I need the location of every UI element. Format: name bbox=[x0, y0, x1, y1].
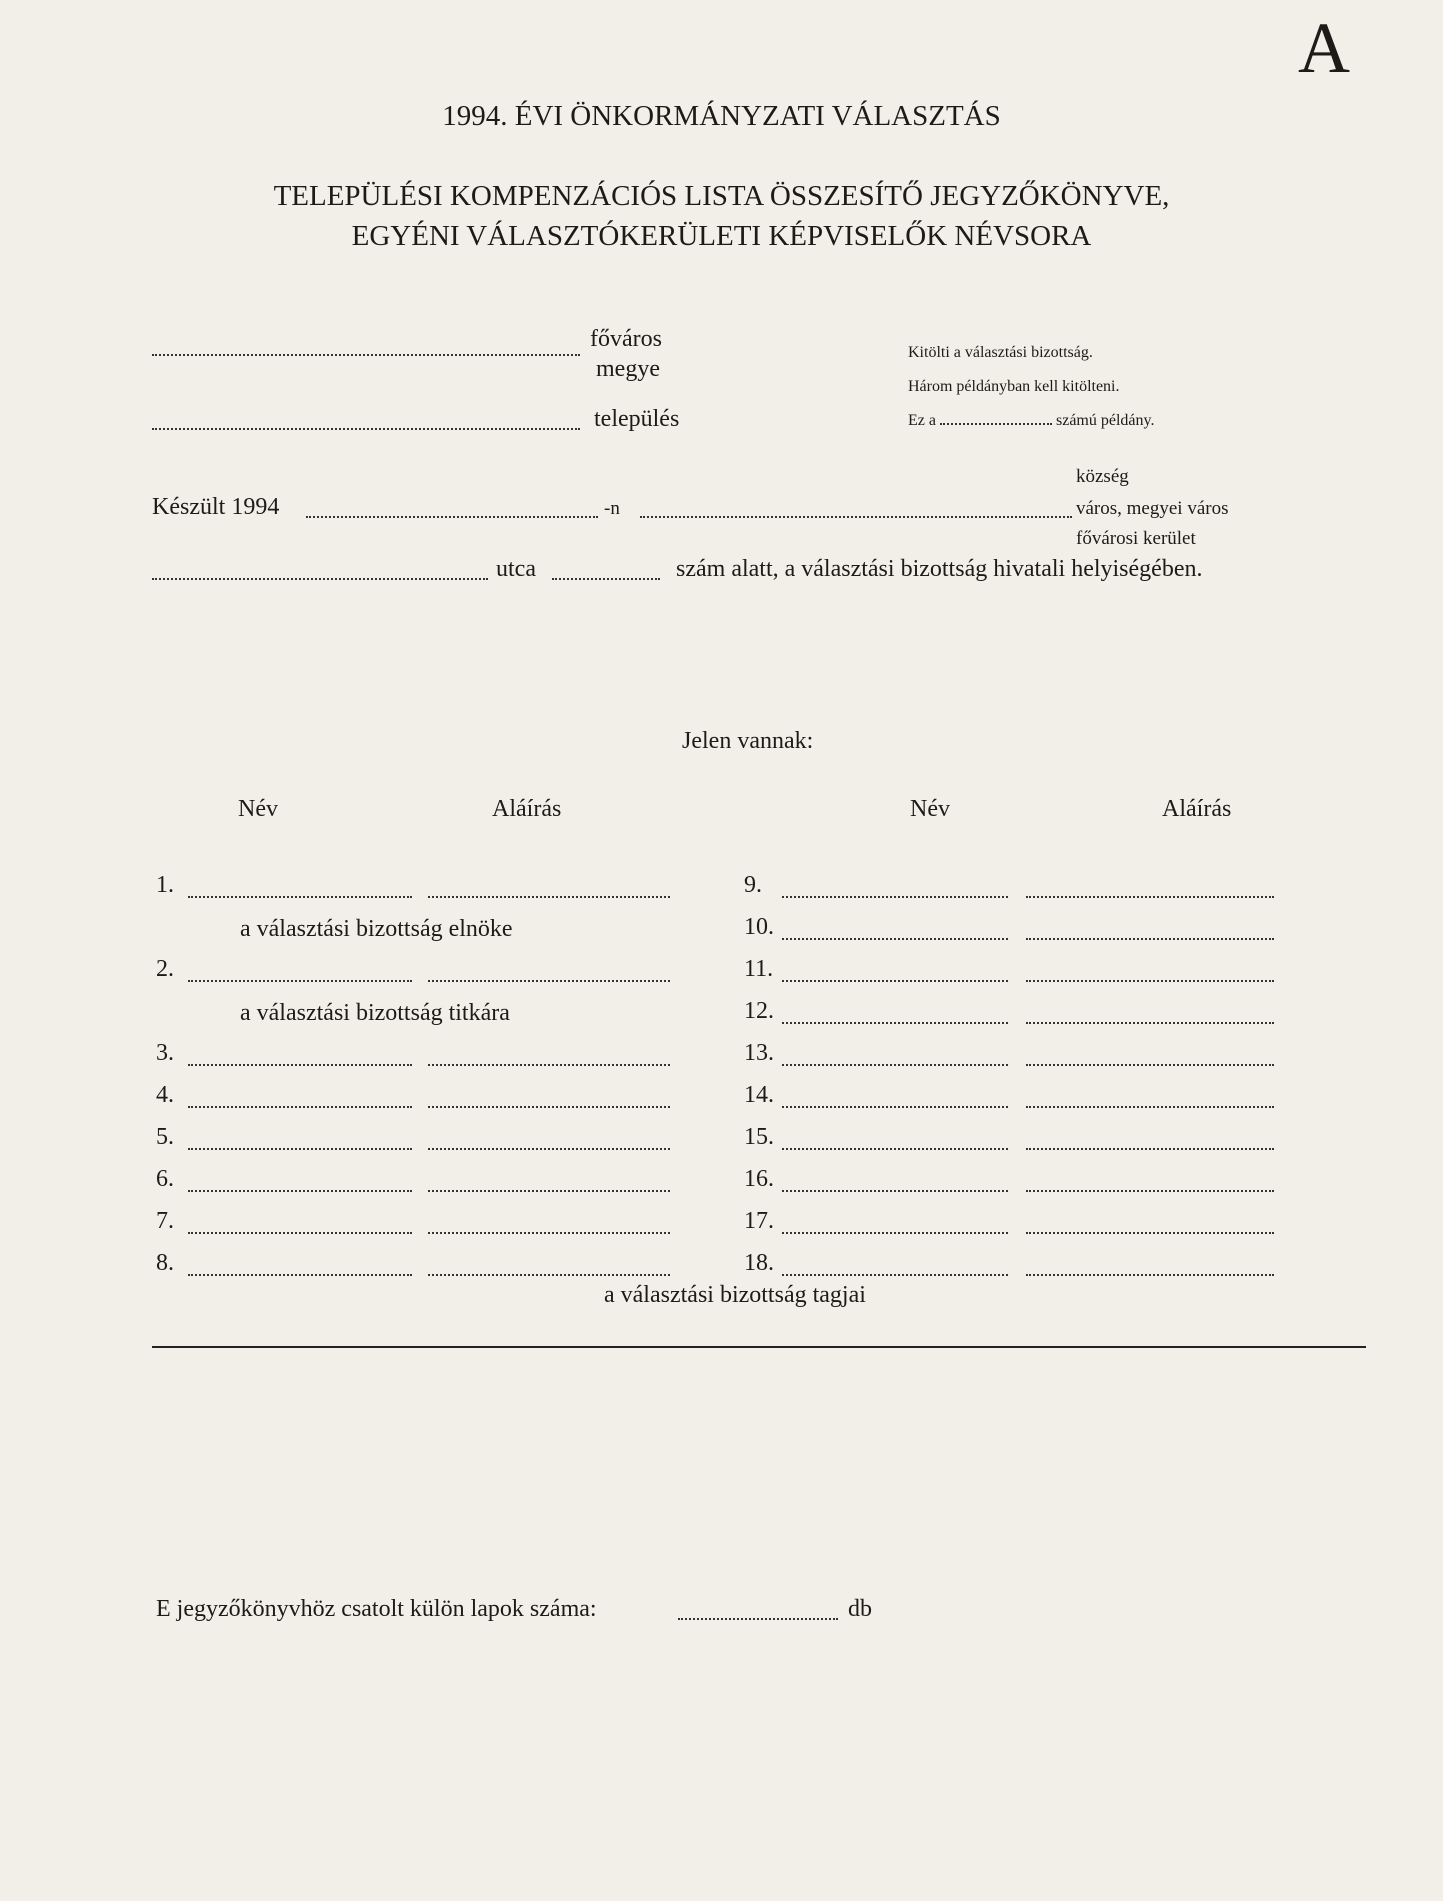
instruction-line-3 bbox=[908, 412, 1154, 430]
role-tagok: a választási bizottság tagjai bbox=[604, 1282, 866, 1308]
label-fovaros: főváros bbox=[590, 326, 662, 352]
name-field[interactable] bbox=[782, 1148, 1008, 1150]
name-field[interactable] bbox=[782, 896, 1008, 898]
copy-number-field[interactable] bbox=[940, 423, 1052, 425]
signature-field[interactable] bbox=[1026, 1232, 1274, 1234]
row-number: 3. bbox=[156, 1040, 174, 1066]
name-field[interactable] bbox=[188, 980, 412, 982]
form-letter: A bbox=[1298, 8, 1350, 88]
header-alairas-left: Aláírás bbox=[492, 796, 562, 822]
row-number: 12. bbox=[744, 998, 774, 1024]
row-number: 15. bbox=[744, 1124, 774, 1150]
street-field[interactable] bbox=[152, 578, 488, 580]
signature-field[interactable] bbox=[1026, 1274, 1274, 1276]
signature-field[interactable] bbox=[428, 1148, 670, 1150]
row-number: 13. bbox=[744, 1040, 774, 1066]
name-field[interactable] bbox=[188, 1190, 412, 1192]
name-field[interactable] bbox=[782, 1274, 1008, 1276]
signature-field[interactable] bbox=[1026, 1106, 1274, 1108]
signature-field[interactable] bbox=[428, 1232, 670, 1234]
name-field[interactable] bbox=[782, 1106, 1008, 1108]
header-alairas-right: Aláírás bbox=[1162, 796, 1232, 822]
signature-field[interactable] bbox=[1026, 980, 1274, 982]
section-divider bbox=[152, 1346, 1366, 1348]
copy-suffix: számú példány. bbox=[1055, 412, 1155, 429]
name-field[interactable] bbox=[782, 980, 1008, 982]
present-title: Jelen vannak: bbox=[682, 728, 814, 754]
name-field[interactable] bbox=[188, 1148, 412, 1150]
label-kerulet: fővárosi kerület bbox=[1076, 528, 1196, 549]
signature-field[interactable] bbox=[1026, 1190, 1274, 1192]
document-title bbox=[0, 176, 1443, 256]
header-nev-right: Név bbox=[910, 796, 950, 822]
attachments-unit: db bbox=[848, 1596, 872, 1622]
row-number: 1. bbox=[156, 872, 174, 898]
row-number: 8. bbox=[156, 1250, 174, 1276]
made-suffix-n: -n bbox=[604, 498, 620, 519]
signature-field[interactable] bbox=[428, 1106, 670, 1108]
name-field[interactable] bbox=[782, 1022, 1008, 1024]
row-number: 5. bbox=[156, 1124, 174, 1150]
election-title: 1994. ÉVI ÖNKORMÁNYZATI VÁLASZTÁS bbox=[442, 100, 1001, 132]
name-field[interactable] bbox=[188, 896, 412, 898]
house-number-field[interactable] bbox=[552, 578, 660, 580]
signature-field[interactable] bbox=[428, 1274, 670, 1276]
name-field[interactable] bbox=[782, 1232, 1008, 1234]
place-field[interactable] bbox=[640, 516, 1072, 518]
signature-field[interactable] bbox=[1026, 1148, 1274, 1150]
capital-county-field[interactable] bbox=[152, 354, 580, 356]
name-field[interactable] bbox=[188, 1274, 412, 1276]
settlement-field[interactable] bbox=[152, 428, 580, 430]
row-number: 6. bbox=[156, 1166, 174, 1192]
name-field[interactable] bbox=[782, 938, 1008, 940]
signature-field[interactable] bbox=[1026, 1064, 1274, 1066]
signature-field[interactable] bbox=[428, 1064, 670, 1066]
attachments-count-field[interactable] bbox=[678, 1618, 838, 1620]
label-utca: utca bbox=[496, 556, 536, 582]
label-megye: megye bbox=[596, 356, 660, 382]
row-number: 9. bbox=[744, 872, 762, 898]
name-field[interactable] bbox=[188, 1064, 412, 1066]
date-field[interactable] bbox=[306, 516, 598, 518]
label-kozseg: község bbox=[1076, 466, 1129, 487]
header-nev-left: Név bbox=[238, 796, 278, 822]
row-number: 10. bbox=[744, 914, 774, 940]
name-field[interactable] bbox=[188, 1232, 412, 1234]
label-varos: város, megyei város bbox=[1076, 498, 1229, 519]
instruction-line-2: Három példányban kell kitölteni. bbox=[908, 378, 1120, 395]
copy-prefix: Ez a bbox=[908, 412, 936, 429]
row-number: 16. bbox=[744, 1166, 774, 1192]
signature-field[interactable] bbox=[1026, 938, 1274, 940]
made-prefix: Készült 1994 bbox=[152, 494, 280, 520]
row-number: 2. bbox=[156, 956, 174, 982]
attachments-label: E jegyzőkönyvhöz csatolt külön lapok száma: bbox=[156, 1596, 597, 1622]
document-title-line-2: EGYÉNI VÁLASZTÓKERÜLETI KÉPVISELŐK NÉVSORA bbox=[351, 220, 1092, 252]
document-title-line-1: TELEPÜLÉSI KOMPENZÁCIÓS LISTA ÖSSZESÍTŐ JEGYZŐKÖNYVE, bbox=[273, 180, 1170, 212]
row-number: 14. bbox=[744, 1082, 774, 1108]
row-number: 17. bbox=[744, 1208, 774, 1234]
row-number: 7. bbox=[156, 1208, 174, 1234]
instruction-line-1: Kitölti a választási bizottság. bbox=[908, 344, 1093, 361]
name-field[interactable] bbox=[782, 1190, 1008, 1192]
name-field[interactable] bbox=[782, 1064, 1008, 1066]
signature-field[interactable] bbox=[428, 980, 670, 982]
row-number: 11. bbox=[744, 956, 774, 982]
address-sentence: szám alatt, a választási bizottság hivatali helyiségében. bbox=[676, 556, 1203, 582]
row-number: 18. bbox=[744, 1250, 774, 1276]
row-number: 4. bbox=[156, 1082, 174, 1108]
name-field[interactable] bbox=[188, 1106, 412, 1108]
signature-field[interactable] bbox=[1026, 896, 1274, 898]
role-titkar: a választási bizottság titkára bbox=[240, 1000, 510, 1026]
signature-field[interactable] bbox=[428, 1190, 670, 1192]
signature-field[interactable] bbox=[1026, 1022, 1274, 1024]
role-elnok: a választási bizottság elnöke bbox=[240, 916, 513, 942]
signature-field[interactable] bbox=[428, 896, 670, 898]
label-telepules: település bbox=[594, 406, 680, 432]
